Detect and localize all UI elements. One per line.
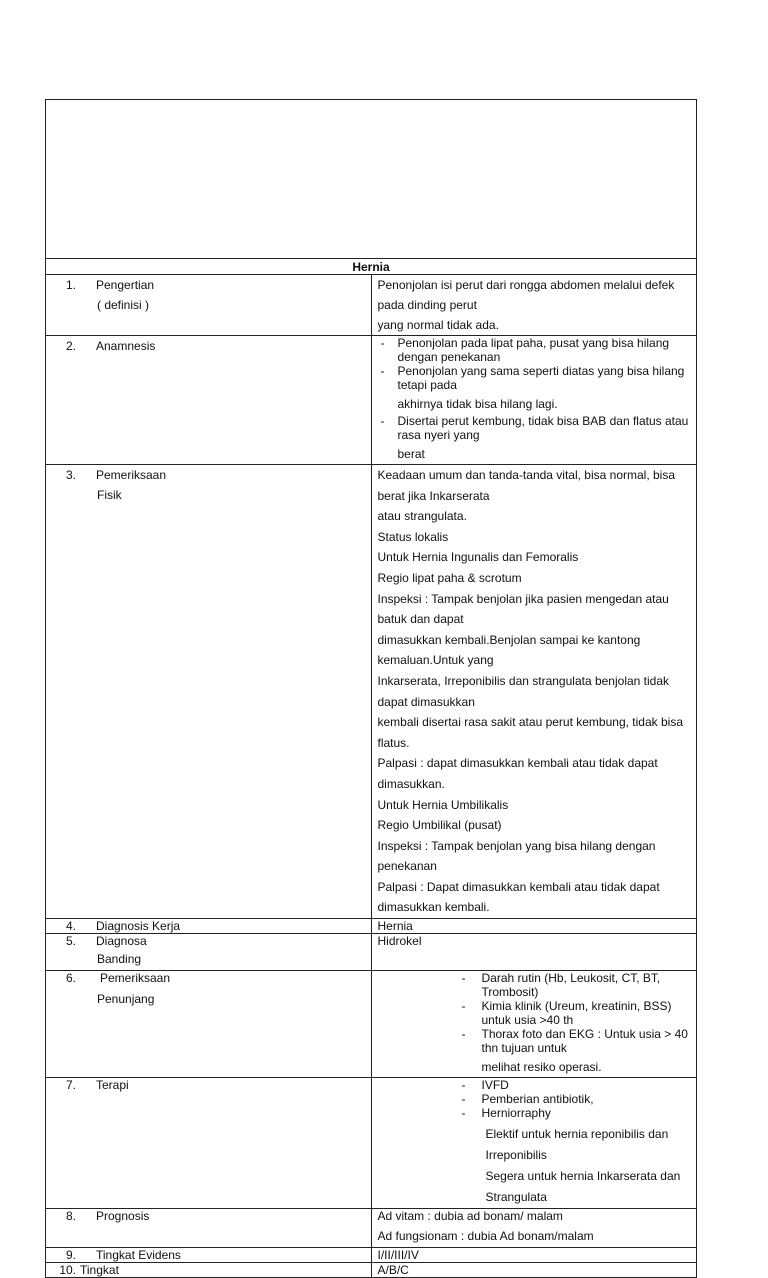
row-content-cell: [371, 336, 697, 465]
content-line: Status lokalis: [377, 529, 449, 544]
row-label: Pengertian: [96, 278, 155, 292]
row-number: 5.: [65, 934, 76, 949]
dash-list: [372, 971, 697, 1077]
row-label-cell: [46, 971, 372, 1078]
row-label: Tingkat: [80, 1263, 119, 1278]
content-line: dimasukkan kembali.Benjolan sampai ke kantong kemaluan.Untuk yang: [377, 632, 641, 668]
row-number: 3.: [65, 468, 76, 482]
table-row: [46, 1248, 697, 1263]
row-label-cell: [46, 465, 372, 919]
row-label-cell: [46, 275, 372, 336]
table-row: [46, 275, 697, 336]
dash-list: [372, 1078, 697, 1120]
content-line: Regio Umbilikal (pusat): [377, 818, 502, 833]
content-line: Penonjolan isi perut dari rongga abdomen melalui defek pada dinding perut: [377, 278, 675, 312]
row-label-cell: [46, 1209, 372, 1248]
content-line: yang normal tidak ada.: [377, 318, 499, 332]
row-number: 1.: [65, 278, 76, 292]
list-item: - Penonjolan pada lipat paha, pusat yang bisa hilang dengan penekanan: [372, 336, 697, 364]
blank-header-cell: [46, 100, 697, 259]
content-line: Ad vitam : dubia ad bonam/ malam: [377, 1209, 563, 1224]
list-item-continued: berat: [397, 447, 425, 461]
row-content-cell: [371, 934, 697, 971]
row-label-continued: Penunjang: [97, 992, 155, 1007]
row-label: Anamnesis: [96, 339, 156, 353]
content-line: Inspeksi : Tampak benjolan yang bisa hilang dengan penekanan: [377, 838, 656, 874]
hernia-table-sheet: [45, 99, 697, 1278]
list-item: - Disertai perut kembung, tidak bisa BAB dan flatus atau rasa nyeri yang berat: [372, 414, 697, 464]
row-label-continued: ( definisi ): [97, 298, 150, 312]
row-label-cell: [46, 1263, 372, 1278]
hernia-table: [45, 99, 697, 1278]
list-item: - IVFD: [372, 1078, 697, 1092]
row-label: Terapi: [96, 1078, 129, 1093]
row-label-cell: [46, 336, 372, 465]
list-item: - Kimia klinik (Ureum, kreatinin, BSS) untuk usia >40 th: [372, 999, 697, 1027]
list-item: - Thorax foto dan EKG : Untuk usia > 40 thn tujuan untuk melihat resiko operasi.: [372, 1027, 697, 1077]
title-row: [46, 259, 697, 275]
content-line: I/II/III/IV: [377, 1248, 419, 1263]
list-item: - Pemberian antibiotik,: [372, 1092, 697, 1106]
content-line: atau strangulata.: [377, 509, 467, 524]
content-line: Hidrokel: [377, 934, 422, 949]
row-number: 2.: [65, 339, 76, 353]
content-line: Palpasi : Dapat dimasukkan kembali atau tidak dapat dimasukkan kembali.: [377, 879, 660, 915]
content-line: Ad fungsionam : dubia Ad bonam/malam: [377, 1229, 594, 1244]
table-row: [46, 919, 697, 934]
content-line: Regio lipat paha & scrotum: [377, 570, 522, 585]
row-number: 6.: [65, 971, 76, 986]
row-content-cell: [371, 1078, 697, 1209]
row-number: 8.: [65, 1209, 76, 1224]
row-label-cell: [46, 1078, 372, 1209]
dash-list: [372, 336, 697, 464]
list-item-continued: akhirnya tidak bisa hilang lagi.: [397, 397, 558, 411]
list-item: - Darah rutin (Hb, Leukosit, CT, BT, Trombosit): [372, 971, 697, 999]
table-row: [46, 971, 697, 1078]
table-row: [46, 336, 697, 465]
row-content-cell: [371, 465, 697, 919]
table-row: [46, 1209, 697, 1248]
list-item-continued: melihat resiko operasi.: [481, 1060, 602, 1075]
row-label-cell: [46, 1248, 372, 1263]
row-label-continued: Fisik: [97, 488, 122, 502]
row-label: Pemeriksaan: [100, 971, 171, 986]
content-line: kembali disertai rasa sakit atau perut kembung, tidak bisa flatus.: [377, 715, 683, 750]
table-row: [46, 934, 697, 971]
row-number: 9.: [65, 1248, 76, 1263]
table-row: [46, 465, 697, 919]
row-label-continued: Banding: [97, 952, 142, 967]
row-content-cell: [371, 1248, 697, 1263]
content-line: Inspeksi : Tampak benjolan jika pasien mengedan atau batuk dan dapat: [377, 591, 669, 627]
content-line: Hernia: [377, 919, 413, 934]
row-content-cell: [371, 919, 697, 934]
row-label: Tingkat Evidens: [96, 1248, 181, 1263]
row-label-cell: [46, 934, 372, 971]
row-number: 7.: [65, 1078, 76, 1093]
content-line: A/B/C: [377, 1263, 409, 1278]
row-label-cell: [46, 919, 372, 934]
row-label: Prognosis: [96, 1209, 150, 1224]
table-row: [46, 1263, 697, 1278]
blank-header-row: [46, 100, 697, 259]
content-line: Keadaan umum dan tanda-tanda vital, bisa normal, bisa berat jika Inkarserata: [377, 468, 676, 503]
list-item: - Herniorraphy: [372, 1106, 697, 1120]
table-title: Hernia: [46, 259, 697, 275]
row-number: 4.: [65, 919, 76, 934]
row-label: Diagnosis Kerja: [96, 919, 181, 934]
content-line: Untuk Hernia Ingunalis dan Femoralis: [377, 550, 579, 565]
content-line: Segera untuk hernia Inkarserata dan Strangulata: [485, 1169, 681, 1205]
table-row: [46, 1078, 697, 1209]
row-content-cell: [371, 275, 697, 336]
row-content-cell: [371, 1209, 697, 1248]
row-content-cell: [371, 1263, 697, 1278]
row-label: Diagnosa: [96, 934, 147, 949]
row-content-cell: [371, 971, 697, 1078]
content-line: Inkarserata, Irreponibilis dan strangulata benjolan tidak dapat dimasukkan: [377, 673, 670, 709]
list-item: - Penonjolan yang sama seperti diatas yang bisa hilang tetapi pada akhirnya tidak bisa hilang lagi.: [372, 364, 697, 414]
row-number: 10.: [59, 1263, 76, 1278]
content-line: Elektif untuk hernia reponibilis dan Irreponibilis: [485, 1127, 669, 1163]
content-line: Untuk Hernia Umbilikalis: [377, 797, 509, 812]
content-line: Palpasi : dapat dimasukkan kembali atau tidak dapat dimasukkan.: [377, 756, 658, 791]
row-label: Pemeriksaan: [96, 468, 167, 482]
